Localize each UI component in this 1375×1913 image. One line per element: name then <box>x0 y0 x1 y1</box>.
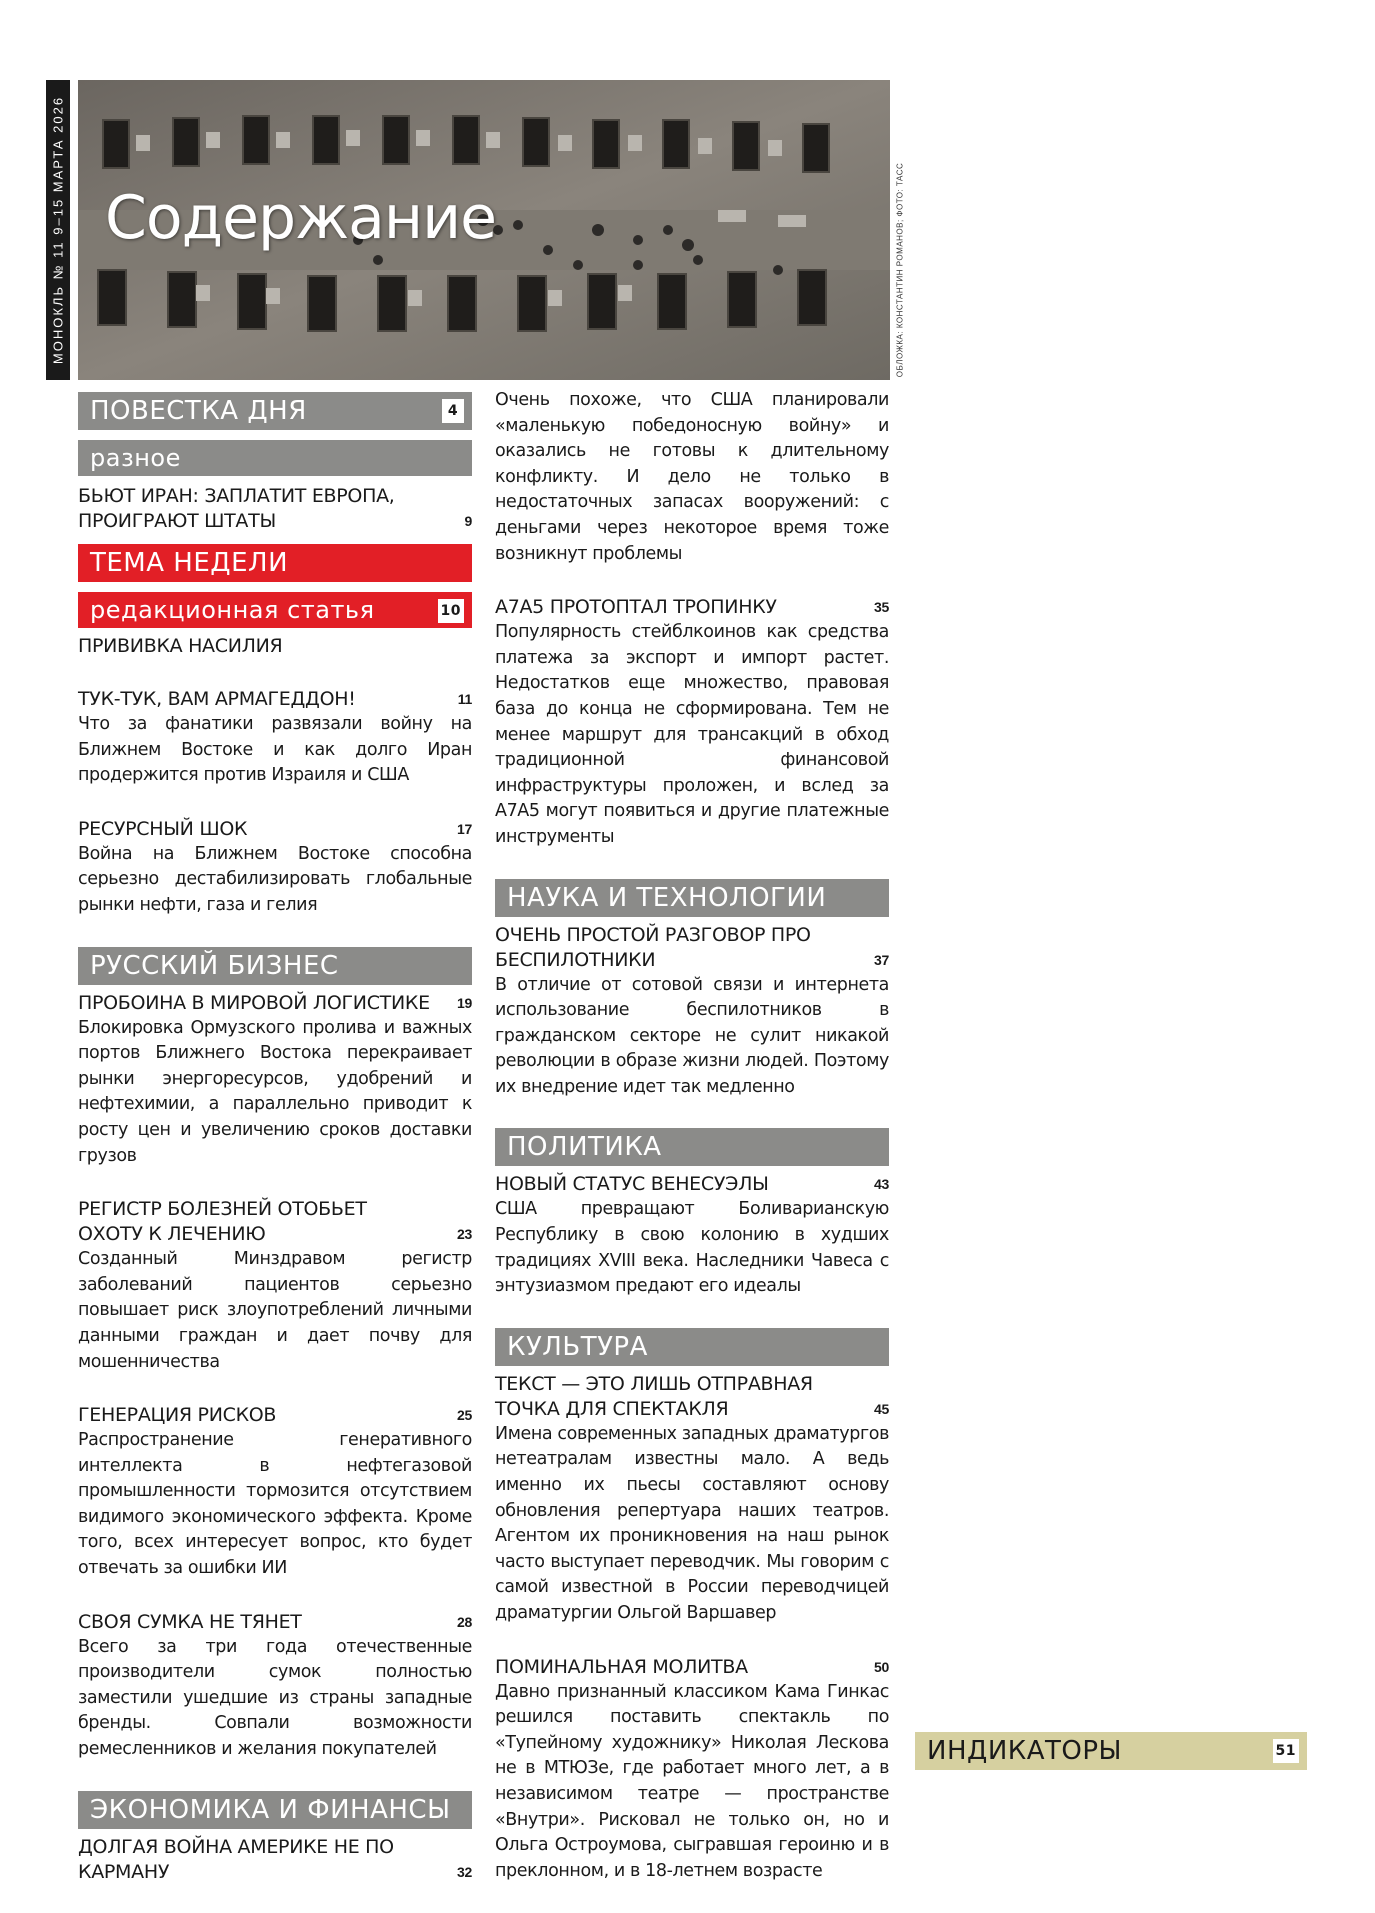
entry-title: СВОЯ СУМКА НЕ ТЯНЕТ <box>78 1610 302 1633</box>
toc-entry[interactable] <box>78 1197 472 1375</box>
section-label: ПОЛИТИКА <box>507 1132 662 1163</box>
section-label: КУЛЬТУРА <box>507 1331 648 1362</box>
page-title: Содержание <box>105 183 497 253</box>
section-label: ПОВЕСТКА ДНЯ <box>90 396 307 426</box>
entry-title: ОЧЕНЬ ПРОСТОЙ РАЗГОВОР ПРО БЕСПИЛОТНИКИ <box>495 923 811 971</box>
entry-page: 23 <box>457 1226 472 1243</box>
subsection-label: редакционная статья <box>90 596 375 624</box>
entry-title: БЬЮТ ИРАН: ЗАПЛАТИТ ЕВРОПА, ПРОИГРАЮТ ШТАТЫ <box>78 485 395 532</box>
entry-page: 37 <box>874 951 889 968</box>
subsection-label: разное <box>90 444 181 472</box>
toc-entry[interactable] <box>495 595 889 850</box>
photo-credit: ОБЛОЖКА: КОНСТАНТИН РОМАНОВ; ФОТО: ТАСС <box>895 162 905 378</box>
toc-left-column <box>78 392 472 1913</box>
entry-page: 11 <box>457 691 472 707</box>
entry-description: Всего за три года отечественные производители сумок полностью заместили ушедшие из страны западные бренды. Совпали возможности ремесленников и желания покупателей <box>78 1636 472 1760</box>
entry-page: 19 <box>457 994 472 1011</box>
entry-page: 35 <box>874 599 889 616</box>
toc-entry[interactable] <box>78 817 472 919</box>
entry-description: Блокировка Ормузского пролива и важных портов Ближнего Востока перекраивает рынки энергоресурсов, удобрений и нефтехимии, а параллельно приводит к росту цен и увеличению сроков доставки грузов <box>78 1017 472 1166</box>
toc-entry[interactable] <box>78 1610 472 1763</box>
entry-description: Давно признанный классиком Кама Гинкас решился поставить спектакль по «Тупейному художнику» Николая Лескова не в МТЮЗе, где работает много лет, а в независимом театре — пространстве «Внутри». Рисковал не только он, но и Ольга Остроумова, сыгравшая героиню и в преклонном, и в 18-летнем возрасте <box>495 1681 889 1881</box>
section-label: РУССКИЙ БИЗНЕС <box>90 950 339 981</box>
section-russkiy-biznes[interactable] <box>78 947 472 985</box>
toc-entry[interactable] <box>78 1835 472 1885</box>
toc-entry[interactable] <box>495 923 889 1101</box>
entry-page: 32 <box>457 1863 472 1880</box>
entry-description: Имена современных западных драматургов нетеатралам известны мало. А ведь именно их пьесы составляют основу обновления репертуара наших театров. Агентом их проникновения на наш рынок часто выступает переводчик. Мы говорим с самой известной в России переводчицей драматургии Ольгой Варшавер <box>495 1423 889 1623</box>
entry-description: Популярность стейблкоинов как средства платежа за экспорт и импорт растет. Недостатков еще множество, правовая база до конца не сформирована. Тем не менее маршрут для трансакций в обход традиционной финансовой инфраструктуры проложен, и вслед за A7A5 могут появиться и другие платежные инструменты <box>495 622 889 847</box>
issue-info: МОНОКЛЬ № 11 9–15 МАРТА 2026 <box>50 95 66 365</box>
entry-title: ТУК-ТУК, ВАМ АРМАГЕДДОН! <box>78 688 356 710</box>
subsection-raznoe[interactable] <box>78 440 472 476</box>
entry-page: 43 <box>874 1176 889 1193</box>
entry-title: ПРОБОИНА В МИРОВОЙ ЛОГИСТИКЕ <box>78 991 430 1014</box>
section-label: ЭКОНОМИКА И ФИНАНСЫ <box>90 1794 451 1825</box>
entry-title: ПРИВИВКА НАСИЛИЯ <box>78 635 283 657</box>
entry-title: ПОМИНАЛЬНАЯ МОЛИТВА <box>495 1655 748 1678</box>
toc-entry[interactable] <box>495 1172 889 1299</box>
section-label: ТЕМА НЕДЕЛИ <box>90 548 289 578</box>
section-tema-nedeli[interactable] <box>78 544 472 582</box>
entry-page: 17 <box>457 820 472 837</box>
entry-description: В отличие от сотовой связи и интернета использование беспилотников в гражданском секторе не сулит никакой революции в образе жизни людей. Поэтому их внедрение идет так медленно <box>495 974 889 1097</box>
section-indikatory[interactable] <box>915 1732 1307 1770</box>
entry-page: 25 <box>457 1407 472 1424</box>
toc-entry-continued[interactable] <box>495 388 889 567</box>
entry-description: Созданный Минздравом регистр заболеваний пациентов серьезно повышает риск злоупотреблений личными данными граждан и дает почву для мошенничества <box>78 1249 472 1372</box>
subsection-redakcionnaya[interactable] <box>78 592 472 628</box>
entry-title: РЕГИСТР БОЛЕЗНЕЙ ОТОБЬЕТ ОХОТУ К ЛЕЧЕНИЮ <box>78 1198 367 1246</box>
entry-description: Что за фанатики развязали войну на Ближнем Востоке и как долго Иран продержится против Израиля и США <box>78 714 472 786</box>
toc-entry[interactable] <box>78 1403 472 1582</box>
toc-entry[interactable] <box>78 484 472 534</box>
section-nauka[interactable] <box>495 879 889 917</box>
entry-description: Война на Ближнем Востоке способна серьезно дестабилизировать глобальные рынки нефти, газа и гелия <box>78 843 472 915</box>
entry-title: ТЕКСТ — ЭТО ЛИШЬ ОТПРАВНАЯ ТОЧКА ДЛЯ СПЕКТАКЛЯ <box>495 1372 813 1420</box>
toc-entry[interactable] <box>78 991 472 1170</box>
entry-title: РЕСУРСНЫЙ ШОК <box>78 817 248 840</box>
entry-page: 50 <box>874 1658 889 1675</box>
page-number-badge: 4 <box>442 399 464 423</box>
entry-title: ДОЛГАЯ ВОЙНА АМЕРИКЕ НЕ ПО КАРМАНУ <box>78 1835 394 1883</box>
toc-entry[interactable] <box>78 687 472 789</box>
toc-entry[interactable] <box>78 634 472 659</box>
section-label: НАУКА И ТЕХНОЛОГИИ <box>507 882 827 913</box>
entry-page: 45 <box>874 1400 889 1417</box>
page-number-badge: 10 <box>438 599 464 623</box>
indicators-block <box>915 1732 1307 1770</box>
toc-right-column <box>495 388 889 1912</box>
section-ekonomika[interactable] <box>78 1791 472 1829</box>
toc-entry[interactable] <box>495 1372 889 1627</box>
section-label: ИНДИКАТОРЫ <box>927 1736 1122 1766</box>
entry-description: США превращают Боливарианскую Республику в свою колонию в худших традициях XVIII века. Наследники Чавеса с энтузиазмом предают его идеалы <box>495 1199 889 1297</box>
entry-description: Распространение генеративного интеллекта в нефтегазовой промышленности тормозится отсутствием видимого экономического эффекта. Кроме того, всех интересует вопрос, кто будет отвечать за ошибки ИИ <box>78 1430 472 1579</box>
entry-page: 28 <box>457 1613 472 1630</box>
entry-title: ГЕНЕРАЦИЯ РИСКОВ <box>78 1404 277 1427</box>
entry-title: НОВЫЙ СТАТУС ВЕНЕСУЭЛЫ <box>495 1173 769 1196</box>
entry-title: A7A5 ПРОТОПТАЛ ТРОПИНКУ <box>495 596 777 619</box>
toc-entry[interactable] <box>495 1655 889 1885</box>
section-politika[interactable] <box>495 1128 889 1166</box>
entry-page: 9 <box>464 513 472 529</box>
entry-description: Очень похоже, что США планировали «маленькую победоносную войну» и оказались не готовы к длительному конфликту. И дело не только в недостаточных запасах вооружений: с деньгами через некоторое время тоже возникнут проблемы <box>495 390 889 564</box>
section-kultura[interactable] <box>495 1328 889 1366</box>
page-number-badge: 51 <box>1273 1739 1299 1763</box>
section-povestka-dnya[interactable] <box>78 392 472 430</box>
